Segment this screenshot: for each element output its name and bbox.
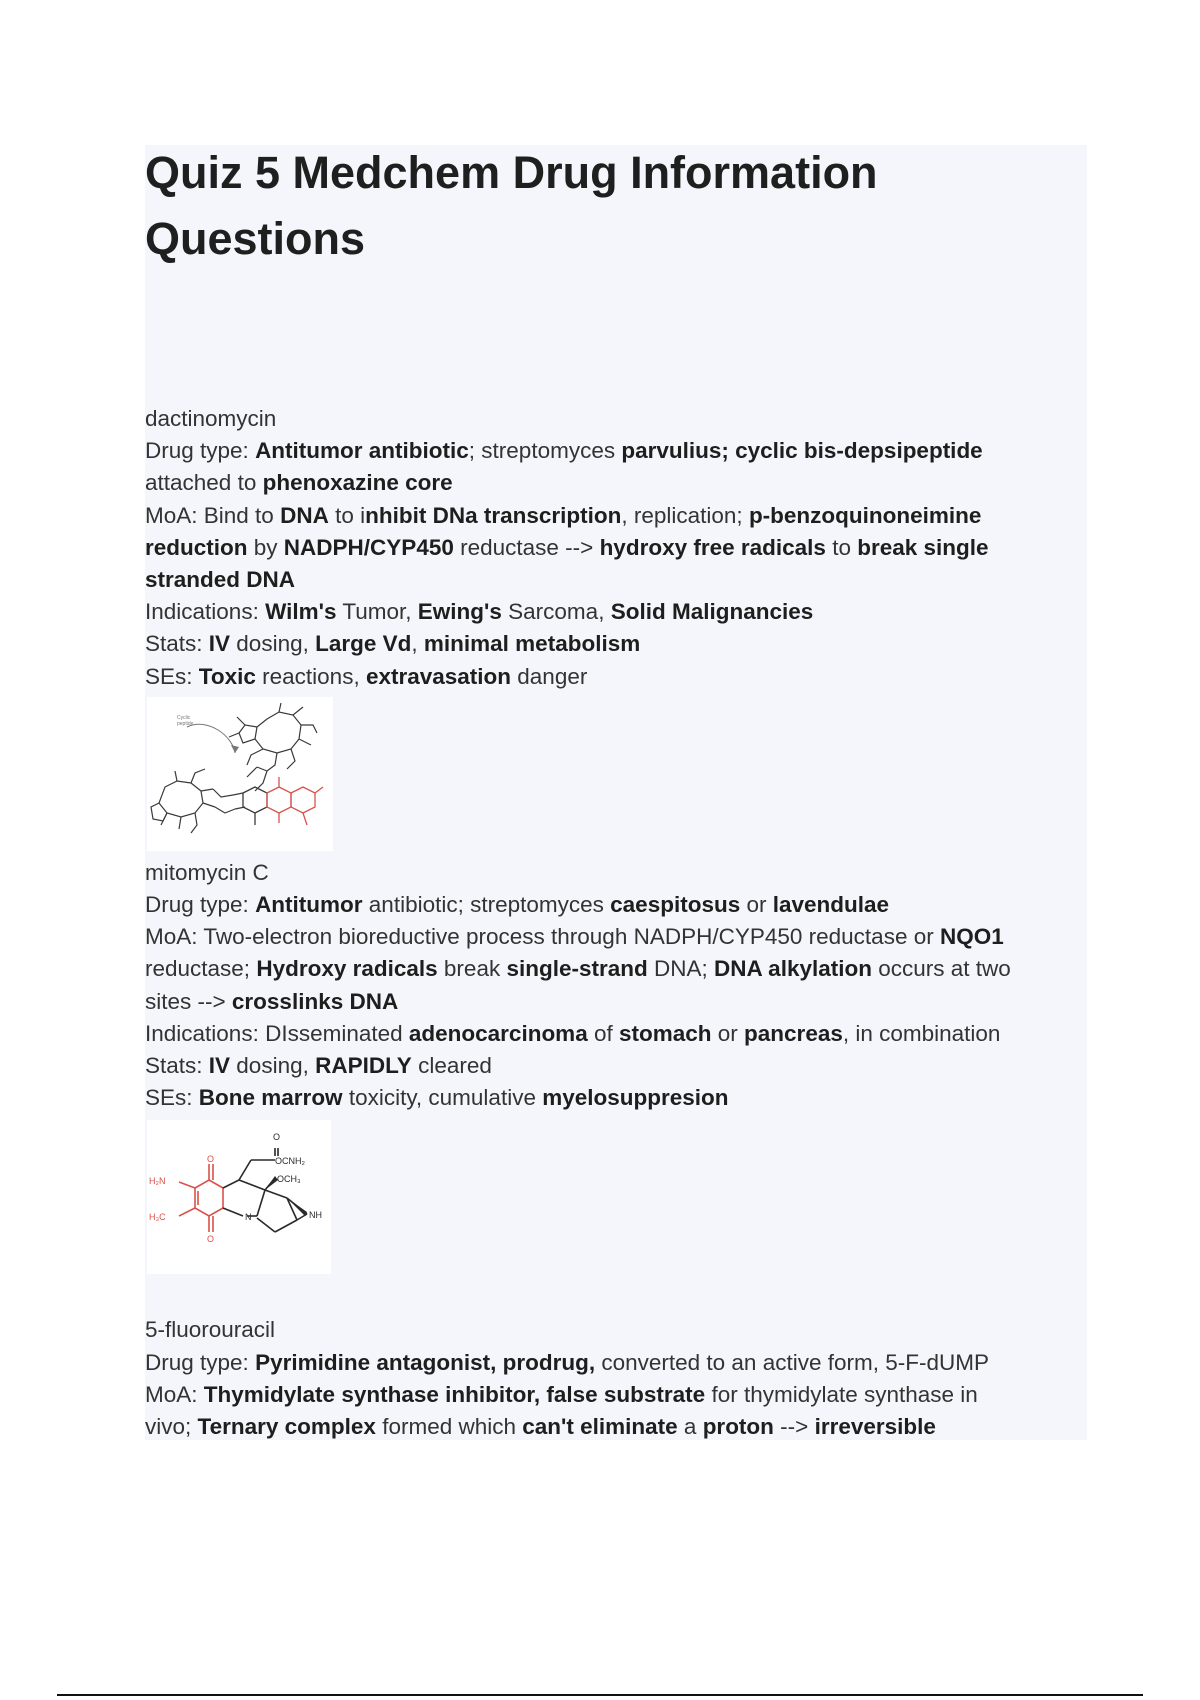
text-run: SEs: [145, 1085, 199, 1111]
drug-name: 5-fluorouracil [145, 1317, 276, 1343]
bold-text: can't eliminate [522, 1414, 678, 1440]
bold-text: Pyrimidine antagonist, prodrug, [255, 1349, 596, 1375]
text-run: break [437, 956, 507, 982]
text-run: SEs: [145, 663, 199, 689]
bold-text: stomach [619, 1020, 712, 1046]
text-run: toxicity, cumulative [342, 1085, 543, 1111]
structure-annotation-line-1: Cyclic [177, 714, 191, 721]
methoxy-label: OCH₃ [277, 1174, 301, 1185]
ring-nitrogen-label: N [245, 1212, 252, 1223]
quinone-oxygen-bottom-label: O [207, 1234, 215, 1245]
text-run: --> [773, 1414, 815, 1440]
bold-text: NQO1 [939, 924, 1004, 950]
text-line [145, 1379, 1080, 1411]
drug-name: mitomycin C [145, 859, 269, 885]
bold-text: Solid Malignancies [610, 599, 814, 625]
text-run: , replication; [621, 502, 749, 528]
text-run: for thymidylate synthase in [705, 1381, 978, 1407]
bold-text: IV [208, 1053, 231, 1079]
bold-text: adenocarcinoma [408, 1020, 588, 1046]
bold-text: break single [857, 534, 989, 560]
text-line [145, 1018, 1080, 1050]
text-line [145, 628, 1080, 660]
document-title: Quiz 5 Medchem Drug Information Questions [145, 147, 878, 264]
carbonyl-oxygen-label: O [273, 1132, 281, 1143]
bold-text: single-strand [506, 956, 648, 982]
bold-text: IV [208, 631, 231, 657]
bold-text: Ternary complex [197, 1414, 376, 1440]
text-run: of [587, 1020, 619, 1046]
bold-text: minimal metabolism [423, 631, 641, 657]
text-line [145, 596, 1080, 628]
bold-text: extravasation [365, 663, 512, 689]
bold-text: lavendulae [772, 892, 890, 918]
text-line [145, 564, 1080, 596]
text-run: dosing, [230, 1053, 316, 1079]
bold-text: irreversible [814, 1414, 936, 1440]
bold-text: reduction [145, 534, 248, 560]
bold-text: parvulius; cyclic bis-depsipeptide [621, 438, 983, 464]
text-run: cleared [411, 1053, 492, 1079]
bold-text: myelosuppresion [542, 1085, 729, 1111]
text-run: dosing, [230, 631, 316, 657]
bold-text: Ewing's [417, 599, 502, 625]
text-run: converted to an active form, 5-F-dUMP [595, 1349, 989, 1375]
text-line [145, 661, 1080, 693]
text-line [145, 1347, 1080, 1379]
bold-text: Antitumor [255, 892, 363, 918]
text-run: vivo; [145, 1414, 198, 1440]
text-run: sites --> [145, 988, 232, 1014]
text-line [145, 532, 1080, 564]
bold-text: hydroxy free radicals [599, 534, 826, 560]
bold-text: stranded DNA [145, 567, 296, 593]
text-run: , in combination [842, 1020, 1001, 1046]
bold-text: p-benzoquinoneimine [748, 502, 982, 528]
text-run: occurs at two [871, 956, 1011, 982]
footer-rule [57, 1694, 1143, 1696]
text-run: attached to [145, 470, 263, 496]
bold-text: Antitumor antibiotic [255, 438, 469, 464]
bold-text: Bone marrow [198, 1085, 343, 1111]
text-run: reductase --> [453, 534, 600, 560]
text-line [145, 467, 1080, 499]
text-line [145, 500, 1080, 532]
bold-text: DNA [280, 502, 329, 528]
text-run: , [411, 631, 424, 657]
text-line [145, 921, 1080, 953]
dactinomycin-structure-image [147, 697, 333, 851]
bold-text: Thymidylate synthase inhibitor, false substrate [203, 1381, 706, 1407]
bold-text: Hydroxy radicals [256, 956, 438, 982]
methyl-label: H₃C [149, 1212, 166, 1223]
bold-text: DNA alkylation [714, 956, 872, 982]
drug-section-5-fluorouracil [145, 1314, 1080, 1443]
text-run: Drug type: [145, 438, 256, 464]
text-run: Indications: [145, 599, 266, 625]
text-line [145, 1050, 1080, 1082]
bold-text: nhibit DNa transcription [365, 502, 622, 528]
text-run: to i [328, 502, 366, 528]
aziridine-wedge [287, 1198, 307, 1216]
bold-text: Wilm's [265, 599, 337, 625]
bold-text: Toxic [198, 663, 256, 689]
aziridine-nh-label: NH [309, 1210, 322, 1221]
text-line [145, 953, 1080, 985]
drug-section-mitomycin-c [145, 857, 1080, 1275]
quinone-oxygen-top-label: O [207, 1154, 215, 1165]
structure-annotation-line-2: peptide [177, 720, 194, 727]
dactinomycin-skeleton [151, 703, 317, 833]
text-run: formed which [375, 1414, 523, 1440]
text-run: or [740, 892, 773, 918]
text-run: danger [511, 663, 588, 689]
amine-label: H₂N [149, 1176, 166, 1187]
text-run: Sarcoma, [501, 599, 611, 625]
carbamate-label: OCNH₂ [275, 1156, 305, 1167]
text-line [145, 986, 1080, 1018]
text-run: DNA; [647, 956, 715, 982]
text-run: MoA: Two-electron bioreductive process through NADPH/CYP450 reductase or [145, 924, 940, 950]
text-run: MoA: [145, 1381, 204, 1407]
arrow-head [231, 745, 239, 753]
bold-text: proton [702, 1414, 774, 1440]
phenoxazine-core [243, 777, 323, 825]
bold-text: RAPIDLY [315, 1053, 412, 1079]
text-run: Drug type: [145, 892, 256, 918]
text-run: or [711, 1020, 745, 1046]
text-run: reactions, [255, 663, 366, 689]
bold-text: Large Vd [315, 631, 412, 657]
text-line [145, 1082, 1080, 1114]
text-run: reductase; [145, 956, 257, 982]
bold-text: phenoxazine core [262, 470, 453, 496]
text-run: by [247, 534, 284, 560]
text-line [145, 889, 1080, 921]
text-run: to [825, 534, 858, 560]
bold-text: pancreas [744, 1020, 843, 1046]
curved-arrow [187, 724, 235, 753]
quinone-ring [179, 1164, 223, 1232]
text-run: a [677, 1414, 703, 1440]
text-line [145, 1411, 1080, 1443]
bold-text: crosslinks DNA [231, 988, 399, 1014]
text-run: antibiotic; streptomyces [362, 892, 611, 918]
bold-text: caespitosus [610, 892, 741, 918]
text-run: Tumor, [336, 599, 418, 625]
section-spacer [145, 1274, 1080, 1314]
text-line [145, 435, 1080, 467]
drug-name: dactinomycin [145, 406, 277, 431]
text-run: Indications: DIsseminated [145, 1020, 409, 1046]
text-run: MoA: Bind to [145, 502, 281, 528]
text-run: Drug type: [145, 1349, 256, 1375]
text-run: Stats: [145, 631, 209, 657]
bold-text: NADPH/CYP450 [283, 534, 454, 560]
document-content [145, 403, 1080, 1443]
drug-section-dactinomycin [145, 403, 1080, 851]
text-run: ; streptomyces [468, 438, 622, 464]
text-run: Stats: [145, 1053, 209, 1079]
mitomycin-structure-image [147, 1120, 331, 1274]
